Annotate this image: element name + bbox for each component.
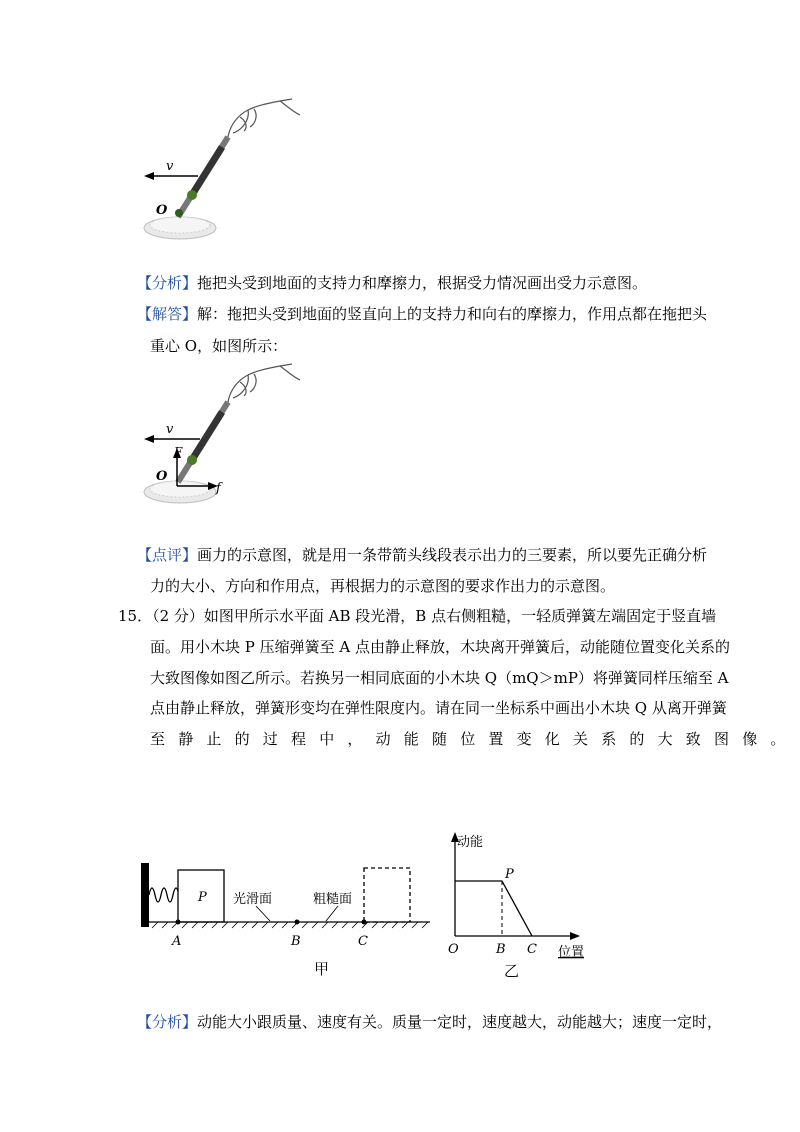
comment-line-1: 画力的示意图，就是用一条带箭头线段表示出力的三要素，所以要先正确分析	[197, 546, 708, 564]
answer-line-1: 解：拖把头受到地面的竖直向上的支持力和向右的摩擦力，作用点都在拖把头	[197, 305, 708, 323]
question-15-line-5: 至静止的过程中，动能随位置变化关系的大致图像。	[150, 730, 799, 748]
question-15-line-4: 点由静止释放，弹簧形变均在弹性限度内。请在同一坐标系中画出小木块 Q 从离开弹簧	[150, 699, 727, 717]
question-15-line-2: 面。用小木块 P 压缩弹簧至 A 点由静止释放，木块离开弹簧后，动能随位置变化关系的	[150, 638, 731, 656]
analysis-2-tag: 【分析】	[137, 1013, 198, 1031]
comment-paragraph	[137, 545, 707, 565]
rough-surface-label: 粗糙面	[313, 892, 353, 907]
point-b-label: B	[291, 934, 301, 949]
point-o-label: O	[156, 469, 168, 484]
point-a-label: A	[172, 934, 182, 949]
point-o-label: O	[156, 203, 168, 218]
velocity-label: v	[166, 159, 174, 174]
friction-f-label: f	[216, 481, 221, 496]
figure-jia-caption: 甲	[314, 960, 330, 978]
question-15-line-1: 15．（2 分）如图甲所示水平面 AB 段光滑，B 点右侧粗糙，一轻质弹簧左端固定于竖直墙	[118, 607, 717, 625]
velocity-label: v	[166, 422, 174, 437]
answer-paragraph	[137, 304, 707, 324]
question-15-line-3: 大致图像如图乙所示。若换另一相同底面的小木块 Q（mQ＞mP）将弹簧同样压缩至 A	[150, 669, 729, 687]
answer-tag: 【解答】	[137, 305, 198, 323]
analysis-text: 拖把头受到地面的支持力和摩擦力，根据受力情况画出受力示意图。	[197, 274, 648, 292]
figure-yi-caption: 乙	[504, 962, 520, 980]
point-b-label: B	[496, 942, 506, 957]
figure-yi-graph	[440, 826, 600, 966]
origin-label: O	[448, 942, 459, 957]
point-c-label: C	[358, 934, 368, 949]
analysis-paragraph	[137, 273, 647, 293]
force-f-label: F	[174, 445, 183, 459]
comment-tag: 【点评】	[137, 546, 198, 564]
mop-figure-2	[130, 362, 305, 512]
x-axis-label: 位置	[558, 945, 585, 960]
analysis-tag: 【分析】	[137, 274, 198, 292]
analysis-2-paragraph	[137, 1012, 722, 1032]
comment-line-2: 力的大小、方向和作用点，再根据力的示意图的要求作出力的示意图。	[150, 577, 616, 595]
point-c-label: C	[527, 942, 537, 957]
block-p-label: P	[198, 890, 207, 905]
smooth-surface-label: 光滑面	[233, 892, 273, 907]
figure-jia	[138, 855, 438, 955]
mop-figure-1	[130, 95, 305, 250]
y-axis-label: 动能	[457, 835, 484, 850]
answer-line-2: 重心 O，如图所示：	[150, 337, 288, 355]
point-p-label: P	[505, 867, 514, 882]
analysis-2-text: 动能大小跟质量、速度有关。质量一定时，速度越大，动能越大；速度一定时，	[197, 1013, 723, 1031]
